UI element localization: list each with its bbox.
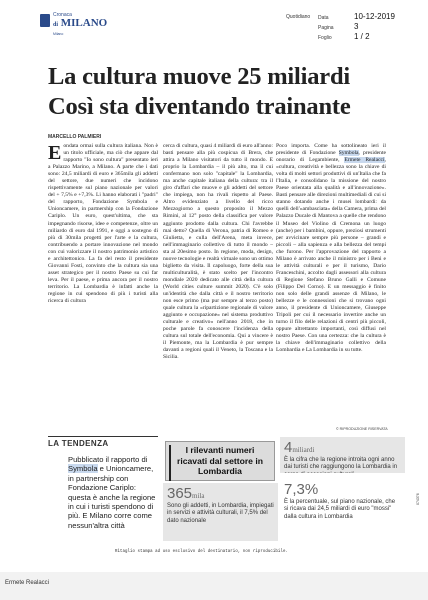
copyright-note: © RIPRODUZIONE RISERVATA	[336, 427, 388, 431]
article-column-2	[163, 143, 273, 425]
stat-unit: miliardi	[292, 446, 315, 454]
headline-line-2: Così sta diventando trainante	[48, 93, 351, 120]
stat-box-percentuale	[280, 473, 405, 541]
tendenza-summary	[68, 455, 160, 530]
masthead	[40, 12, 110, 52]
sheet-label: Foglio	[318, 35, 332, 41]
stat-description: Sono gli addetti, in Lombardia, impiegati in servizi e attività culturali, il 7,5% del dato nazionale	[167, 503, 274, 524]
tendenza-highlight: Symbola	[68, 464, 98, 474]
stat-description: È la cifra che la regione introita ogni anno dai turisti che raggiungono la Lombardia in	[284, 457, 398, 471]
headline-line-1: La cultura muove 25 miliardi	[48, 63, 351, 90]
masthead-title: MILANO	[60, 17, 108, 29]
column-1-text: ondata ormai sulla cultura italiana. Non è un titolo ufficiale, ma ciò che appare dal rapporto "Io sono cultura" presentato ieri a Palazzo Marino, a Milano. A parte che i dati sono: 24,5 miliardi di euro e 365mila gli addetti del settore, due numeri che incidono rispettivamente sul piano nazionale per valori del + 7,5% e +7,3%. Li hanno elaborati i "padri" del rapporto, Fondazione Symbola e Unioncamere, in partnership con la Fondazione Cariplo. Un euro, quest'ultima, che sta impegnando risorse, idee e competenze, oltre un miliardo di euro dal 1991, e oggi a sostegno di più di 30mila progetti per l'arte e la cultura, contribuendo a portare innovazione nel mondo con cui valorizzare il nostro patrimonio artistico e architettonico. La fa del resto il presidente Giovanni Fosti, convinto che la cultura sia una asset strategico per il nostro Paese su cui far leva. Per il paese, e prima ancora per il nostro territorio. La Lombardia è infatti anche la regione in cui spendono di più i turisti alla ricerca di cultura	[48, 143, 158, 305]
source-type: Quotidiano	[286, 14, 311, 20]
page-value: 3	[354, 22, 359, 31]
date-label: Data	[318, 15, 329, 21]
highlight-symbola: Symbola	[338, 150, 359, 157]
sheet-value: 1 / 2	[354, 32, 370, 41]
column-3-text-c: , «cultura, creatività e bellezza sono la chiave di volta di molti settori produttivi di un'Italia che fa l'Italia, e consolidano la missione del nostro Paese orientata alla qualità e all'innovazione». Basti pensare alle direzioni multimediali di cui si stanno dotando anche i musei lombardi: da quelli dell'«ambasciata» della Camera, prima del Palazzo Ducale di Mantova a quelle che rendono il Museo del Violino di Cremona un luogo (anche) per i bambini, oppure, preziosi strumenti per avvicinare sempre più persone – grandi e piccoli – alla sapienza e alla bellezza del tempi che furono. Per l'approvazione del rapporto a Milano è arrivato anche il ministro per i Beni e le attività culturali e per il turismo, Dario Franceschini, accolto dagli assessori alla cultura di Regione Stefano Bruno Galli e Comune (Filippo Del Corno). E un messaggio è finito non solo delle grandi assenze di Milano, le bellezze e le connessioni che si trovano ogni anno, il presidente di Unioncamere, Giuseppe Tripoli per cui il necessario invertire anche un turno il filo delle relazioni di centri più piccoli, oppure altrettanto importanti, così diffusi nel nostro Paese. Con una certezza: che la cultura è la chiave dell'immaginario collettivo della Lombardia e La Lombardia in su tutte.	[276, 157, 386, 354]
article-headline	[48, 62, 418, 122]
stat-description: È la percentuale, sul piano nazionale, che si ricava dai 24,5 miliardi di euro "mossi" dalla cultura in Lombardia	[284, 499, 396, 520]
sheet-row	[318, 32, 418, 42]
article-column-1	[48, 143, 158, 435]
article-column-3	[276, 143, 386, 415]
column-3-text-a: Poco importa. Come ha sottolineato ieri il presidente di Fondazione	[276, 143, 386, 157]
clipping-meta	[286, 12, 418, 42]
column-2-text: cerca di cultura, quasi 4 miliardi di euro all'anno: basti pensare alla più cospicua di Brera, che attira a Milano visitatori da tutto il mondo. E proprio la Lombardia – il più alto, ma il cui confermano non solo "capitale" la Lombardia, ma anche capitale italiana della cultura: tra il giro d'affari che muove e gli addetti del settore che impiega, non ha rivali rispetto al Paese. Altro evidenziato a livello del ricco Mezzogiorno a questo proposito il Mezzo Rimini, al 12° posto della classifica per valore aggiunto prodotto dalla cultura. Chi l'avrebbe mai detto? Quella di Verona, patria di Romeo e Giulietta, e culla dell'Arena, meta invece, nell'immaginario collettivo di tutto il mondo – sta al 20esimo posto. In regione, moda, design, nuove tecnologie e realtà virtuale sono un ottimo biglietto da visita. Il capoluogo, forte della sua multiculturalità, è stato scelto per l'incontro mondiale 2020 dedicato alle città della cultura (World cities culture summit 2020). C'è solo un'identità che dalla città e il nostro territorio non esce primo (ma pur sempre al terzo posto) quale cultura la «ripartizione regionale di valore aggiunto e occupazione» nel sistema produttivo culturale e creativo» nell'anno 2018, che in poche parole fa conoscere l'incidenza della cultura sul totale dell'economia. Qui a vincere è il Piemonte, ma la Lombardia è pur sempre davanti a regioni quali il Veneto, la Toscana e la Sicilia.	[163, 143, 273, 361]
stat-number: 7,3	[284, 481, 305, 498]
newspaper-emblem-icon	[40, 14, 50, 27]
column-3-text-b: , presidente onorario di Legambiente,	[276, 150, 386, 164]
infographic-headline	[165, 441, 275, 481]
page-label: Pagina	[318, 25, 334, 31]
clipping-notice: Ritaglio stampa ad uso esclusivo del destinatario, non riproducibile.	[115, 550, 288, 554]
highlight-realacci: Ermete Realacci	[344, 157, 385, 164]
tendenza-label: LA TENDENZA	[48, 439, 109, 448]
masthead-logo	[40, 12, 110, 36]
stat-unit: %	[304, 481, 319, 498]
page-row	[318, 22, 418, 32]
masthead-kicker: Cronaca	[53, 12, 72, 18]
byline: MARCELLO PALMIERI	[48, 134, 102, 140]
tendenza-text-b: e Unioncamere, in partnership con Fondazione Cariplo: questa è anche la regione in cui i turisti spendono di più. E Milano corre come nessun'altra città	[68, 464, 156, 530]
headline-bar	[169, 445, 171, 481]
date-value: 10-12-2019	[354, 12, 395, 21]
side-code: 074376	[416, 493, 420, 505]
infographic-headline-text: I rilevanti numeri ricavati dal settore in Lombardia	[177, 445, 263, 476]
date-row	[318, 12, 418, 22]
stat-unit: mila	[192, 492, 205, 500]
stat-number: 365	[167, 485, 193, 502]
tendenza-text-a: Pubblicato il rapporto di	[68, 455, 148, 464]
masthead-sub: Milano	[53, 32, 64, 36]
tendenza-divider	[48, 436, 158, 437]
stat-box-addetti	[163, 483, 278, 541]
masthead-name	[53, 18, 107, 31]
masthead-prefix: di	[53, 22, 59, 28]
bottom-footer	[0, 572, 428, 600]
dropcap: E	[48, 143, 62, 164]
stat-number: 4	[284, 439, 293, 456]
footer-name: Ermete Realacci	[5, 580, 50, 586]
